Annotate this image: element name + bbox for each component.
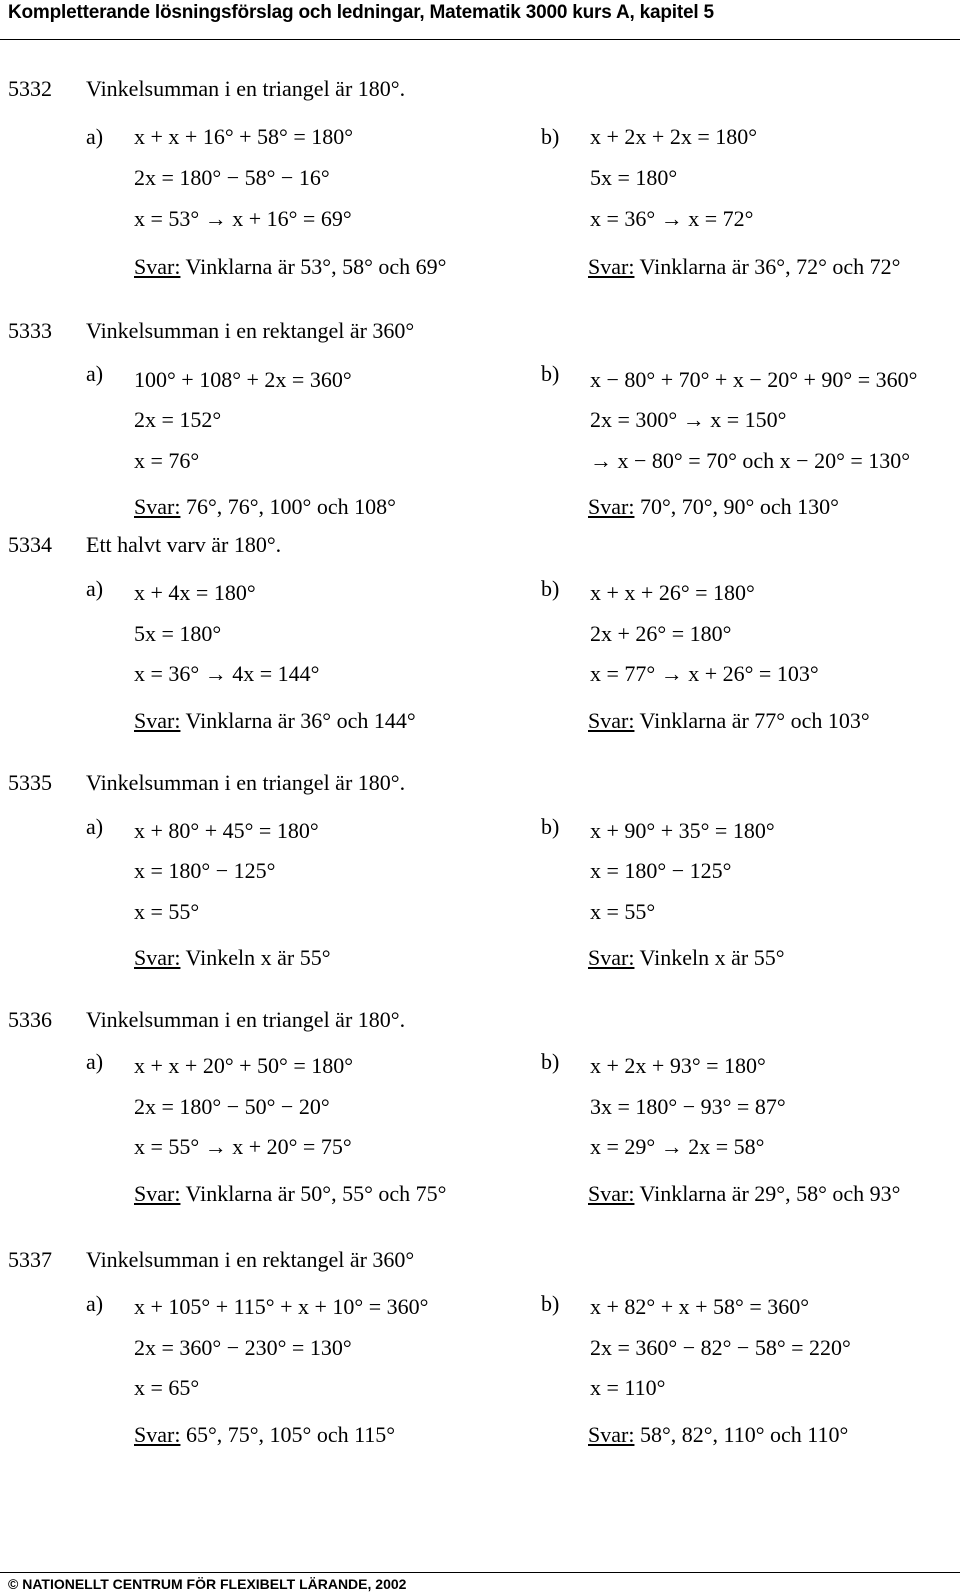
svar-label: Svar: — [134, 1422, 181, 1447]
answer — [134, 494, 396, 520]
problem-intro: Vinkelsumman i en triangel är 180°. — [86, 770, 406, 795]
problem-number: 5337 — [8, 1247, 52, 1272]
equation-line: → x − 80° = 70° och x − 20° = 130° — [590, 448, 911, 473]
svar-label: Svar: — [134, 1181, 181, 1206]
equation-line: x + 2x + 93° = 180° — [590, 1053, 766, 1078]
answer — [134, 708, 416, 734]
equation-line: x + x + 20° + 50° = 180° — [134, 1053, 354, 1078]
equation-line: 2x = 300° → x = 150° — [590, 407, 787, 432]
svar-label: Svar: — [588, 1181, 635, 1206]
equation-line: 2x + 26° = 180° — [590, 621, 732, 646]
part-a-label: a) — [86, 576, 104, 601]
problem-intro: Vinkelsumman i en triangel är 180°. — [86, 1007, 406, 1032]
answer — [588, 1422, 848, 1448]
svar-text: 58°, 82°, 110° och 110° — [634, 1422, 849, 1447]
footer-divider — [0, 1572, 960, 1573]
svar-label: Svar: — [588, 1422, 635, 1447]
problem-intro: Vinkelsumman i en rektangel är 360° — [86, 1247, 415, 1272]
svar-label: Svar: — [134, 254, 181, 279]
equation-line: x = 180° − 125° — [590, 858, 732, 883]
part-b-label: b) — [541, 124, 560, 149]
problem-number: 5332 — [8, 76, 52, 101]
answer — [588, 494, 839, 520]
part-a-label: a) — [86, 361, 104, 386]
answer — [134, 1181, 446, 1207]
equation-line: x + 105° + 115° + x + 10° = 360° — [134, 1294, 429, 1319]
answer — [134, 945, 331, 971]
svar-label: Svar: — [134, 945, 181, 970]
svar-label: Svar: — [588, 708, 635, 733]
equation-line: 2x = 180° − 50° − 20° — [134, 1094, 330, 1119]
equation-line: x + x + 16° + 58° = 180° — [134, 124, 354, 149]
equation-line: x + 2x + 2x = 180° — [590, 124, 758, 149]
equation-line: 2x = 360° − 82° − 58° = 220° — [590, 1335, 851, 1360]
equation-line: x = 53° → x + 16° = 69° — [134, 206, 352, 231]
answer — [134, 1422, 395, 1448]
equation-line: 3x = 180° − 93° = 87° — [590, 1094, 786, 1119]
svar-text: Vinkeln x är 55° — [180, 945, 331, 970]
svar-text: Vinklarna är 53°, 58° och 69° — [180, 254, 447, 279]
answer — [134, 254, 446, 280]
answer — [588, 945, 785, 971]
problem-number: 5334 — [8, 532, 52, 557]
svar-text: Vinklarna är 77° och 103° — [634, 708, 870, 733]
equation-line: x + 82° + x + 58° = 360° — [590, 1294, 810, 1319]
svar-text: Vinklarna är 29°, 58° och 93° — [634, 1181, 901, 1206]
equation-line: 5x = 180° — [134, 621, 222, 646]
problem-intro: Vinkelsumman i en triangel är 180°. — [86, 76, 406, 101]
svar-text: Vinklarna är 50°, 55° och 75° — [180, 1181, 447, 1206]
equation-line: 2x = 152° — [134, 407, 222, 432]
equation-line: x + 80° + 45° = 180° — [134, 818, 319, 843]
equation-line: 2x = 180° − 58° − 16° — [134, 165, 330, 190]
equation-line: 100° + 108° + 2x = 360° — [134, 367, 352, 392]
equation-line: x = 36° → x = 72° — [590, 206, 754, 231]
svar-text: 70°, 70°, 90° och 130° — [634, 494, 839, 519]
problem-number: 5336 — [8, 1007, 52, 1032]
svar-text: Vinklarna är 36°, 72° och 72° — [634, 254, 901, 279]
equation-line: 5x = 180° — [590, 165, 678, 190]
svar-label: Svar: — [134, 708, 181, 733]
equation-line: x + 4x = 180° — [134, 580, 256, 605]
problem-intro: Vinkelsumman i en rektangel är 360° — [86, 318, 415, 343]
equation-line: 2x = 360° − 230° = 130° — [134, 1335, 352, 1360]
equation-line: x = 65° — [134, 1375, 200, 1400]
equation-line: x = 55° — [590, 899, 656, 924]
part-b-label: b) — [541, 814, 560, 839]
part-b-label: b) — [541, 1291, 560, 1316]
header-divider — [0, 39, 960, 40]
svar-label: Svar: — [134, 494, 181, 519]
svar-text: Vinkeln x är 55° — [634, 945, 785, 970]
part-a-label: a) — [86, 1049, 104, 1074]
problem-number: 5333 — [8, 318, 52, 343]
equation-line: x = 55° — [134, 899, 200, 924]
equation-line: x = 77° → x + 26° = 103° — [590, 661, 819, 686]
answer — [588, 254, 900, 280]
equation-line: x = 36° → 4x = 144° — [134, 661, 320, 686]
equation-line: x = 180° − 125° — [134, 858, 276, 883]
equation-line: x = 110° — [590, 1375, 666, 1400]
answer — [588, 1181, 900, 1207]
part-b-label: b) — [541, 361, 560, 386]
svar-label: Svar: — [588, 254, 635, 279]
page-header: Kompletterande lösningsförslag och ledningar, Matematik 3000 kurs A, kapitel 5 — [8, 2, 714, 23]
page-footer: © NATIONELLT CENTRUM FÖR FLEXIBELT LÄRANDE, 2002 — [8, 1576, 407, 1592]
equation-line: x = 76° — [134, 448, 200, 473]
svar-text: 76°, 76°, 100° och 108° — [180, 494, 396, 519]
svar-text: 65°, 75°, 105° och 115° — [180, 1422, 396, 1447]
svar-text: Vinklarna är 36° och 144° — [180, 708, 416, 733]
equation-line: x = 55° → x + 20° = 75° — [134, 1134, 352, 1159]
answer — [588, 708, 870, 734]
equation-line: x + 90° + 35° = 180° — [590, 818, 775, 843]
equation-line: x = 29° → 2x = 58° — [590, 1134, 765, 1159]
svar-label: Svar: — [588, 945, 635, 970]
part-b-label: b) — [541, 576, 560, 601]
svar-label: Svar: — [588, 494, 635, 519]
problem-intro: Ett halvt varv är 180°. — [86, 532, 282, 557]
part-b-label: b) — [541, 1049, 560, 1074]
equation-line: x + x + 26° = 180° — [590, 580, 755, 605]
part-a-label: a) — [86, 814, 104, 839]
part-a-label: a) — [86, 124, 104, 149]
part-a-label: a) — [86, 1291, 104, 1316]
problem-number: 5335 — [8, 770, 52, 795]
equation-line: x − 80° + 70° + x − 20° + 90° = 360° — [590, 367, 918, 392]
